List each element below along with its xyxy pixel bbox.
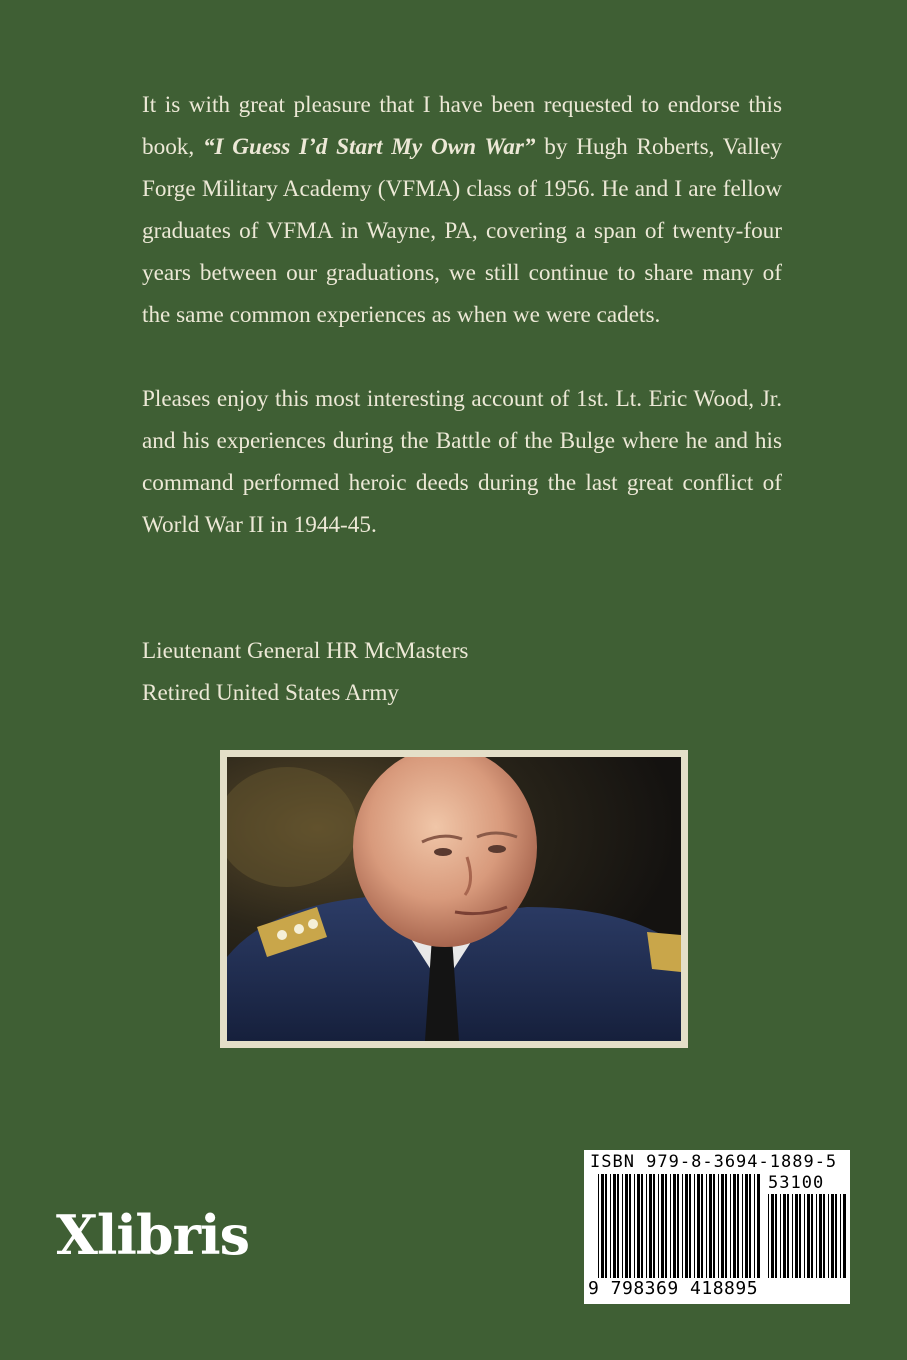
barcode-bar — [749, 1174, 751, 1278]
barcode-bar — [653, 1174, 655, 1278]
barcode-bar — [697, 1174, 700, 1278]
barcode-bar — [733, 1174, 736, 1278]
barcode-bar — [725, 1174, 727, 1278]
barcode-bar — [843, 1194, 846, 1278]
ean-digits: 9 798369 418895 — [588, 1278, 759, 1299]
price-code: 53100 — [768, 1173, 825, 1193]
barcode-bar — [617, 1174, 619, 1278]
barcode-bar — [613, 1174, 616, 1278]
barcode-bar — [737, 1174, 739, 1278]
barcode-bar — [601, 1174, 604, 1278]
isbn-barcode — [584, 1150, 850, 1304]
barcode-bar — [721, 1174, 724, 1278]
barcode-bar — [677, 1174, 679, 1278]
barcode-bar — [804, 1194, 805, 1278]
barcode-bar — [598, 1174, 599, 1278]
barcode-bar — [673, 1174, 676, 1278]
barcode-bar — [757, 1174, 760, 1278]
barcode-bar — [742, 1174, 743, 1278]
barcode-bar — [828, 1194, 829, 1278]
barcode-bar — [670, 1174, 671, 1278]
barcode-bar — [661, 1174, 664, 1278]
barcode-bar — [807, 1194, 810, 1278]
barcode-bar — [783, 1194, 786, 1278]
barcode-bar — [840, 1194, 841, 1278]
barcode-bar — [787, 1194, 789, 1278]
book-title: “I Guess I’d Start My Own War” — [202, 134, 536, 160]
barcode-bar — [754, 1174, 755, 1278]
barcode-bar — [641, 1174, 643, 1278]
barcode-bar — [685, 1174, 688, 1278]
portrait-photo-frame — [220, 750, 688, 1048]
barcode-bar — [819, 1194, 822, 1278]
barcode-bar — [701, 1174, 703, 1278]
portrait-photo — [227, 757, 681, 1041]
isbn-text: ISBN 979-8-3694-1889-5 — [590, 1152, 838, 1172]
endorsement-paragraph-1: It is with great pleasure that I have been requested to endorse this book, “I Guess I’d Start My Own War” by Hugh Roberts, Valley Forge Military Academy (VFMA) class of 1956. He and I are fellow graduates of VFMA in Wayne, PA, covering a span of twenty-four years between our graduations, we still continue to share many of the same common experiences as when we were cadets. — [142, 92, 782, 328]
barcode-bar — [634, 1174, 635, 1278]
barcode-bar — [637, 1174, 640, 1278]
barcode-bar — [771, 1194, 774, 1278]
barcode-bar — [649, 1174, 652, 1278]
endorsement-paragraph-2: Pleases enjoy this most interesting account of 1st. Lt. Eric Wood, Jr. and his experiences during the Battle of the Bulge where he and his command performed heroic deeds during the last great conflict of World War II in 1944-45. — [142, 386, 782, 538]
barcode-bar — [823, 1194, 825, 1278]
barcode-bar — [730, 1174, 731, 1278]
barcode-bar — [665, 1174, 667, 1278]
endorsement-text — [142, 84, 782, 546]
barcode-bar — [682, 1174, 683, 1278]
signature-block — [142, 630, 468, 714]
barcode-bar — [795, 1194, 798, 1278]
barcode-bar — [694, 1174, 695, 1278]
barcode-bar — [768, 1194, 769, 1278]
publisher-logo: Xlibris — [56, 1203, 250, 1267]
barcode-bar — [780, 1194, 781, 1278]
barcode-bar — [625, 1174, 628, 1278]
barcode-bar — [718, 1174, 719, 1278]
barcode-bar — [799, 1194, 801, 1278]
barcode-bar — [658, 1174, 659, 1278]
barcode-bar — [605, 1174, 607, 1278]
barcode-bar — [629, 1174, 631, 1278]
barcode-bar — [689, 1174, 691, 1278]
barcode-bar — [775, 1194, 777, 1278]
barcode-bar — [792, 1194, 793, 1278]
signature-name: Lieutenant General HR McMasters — [142, 638, 469, 664]
barcode-bar — [706, 1174, 707, 1278]
barcode-bar — [713, 1174, 715, 1278]
signature-title: Retired United States Army — [142, 680, 399, 706]
barcode-bar — [831, 1194, 834, 1278]
barcode-bar — [811, 1194, 813, 1278]
barcode-bar — [709, 1174, 712, 1278]
barcode-bar — [646, 1174, 647, 1278]
barcode-bar — [745, 1174, 748, 1278]
barcode-bar — [610, 1174, 611, 1278]
barcode-bar — [835, 1194, 837, 1278]
barcode-bar — [816, 1194, 817, 1278]
barcode-bar — [622, 1174, 623, 1278]
